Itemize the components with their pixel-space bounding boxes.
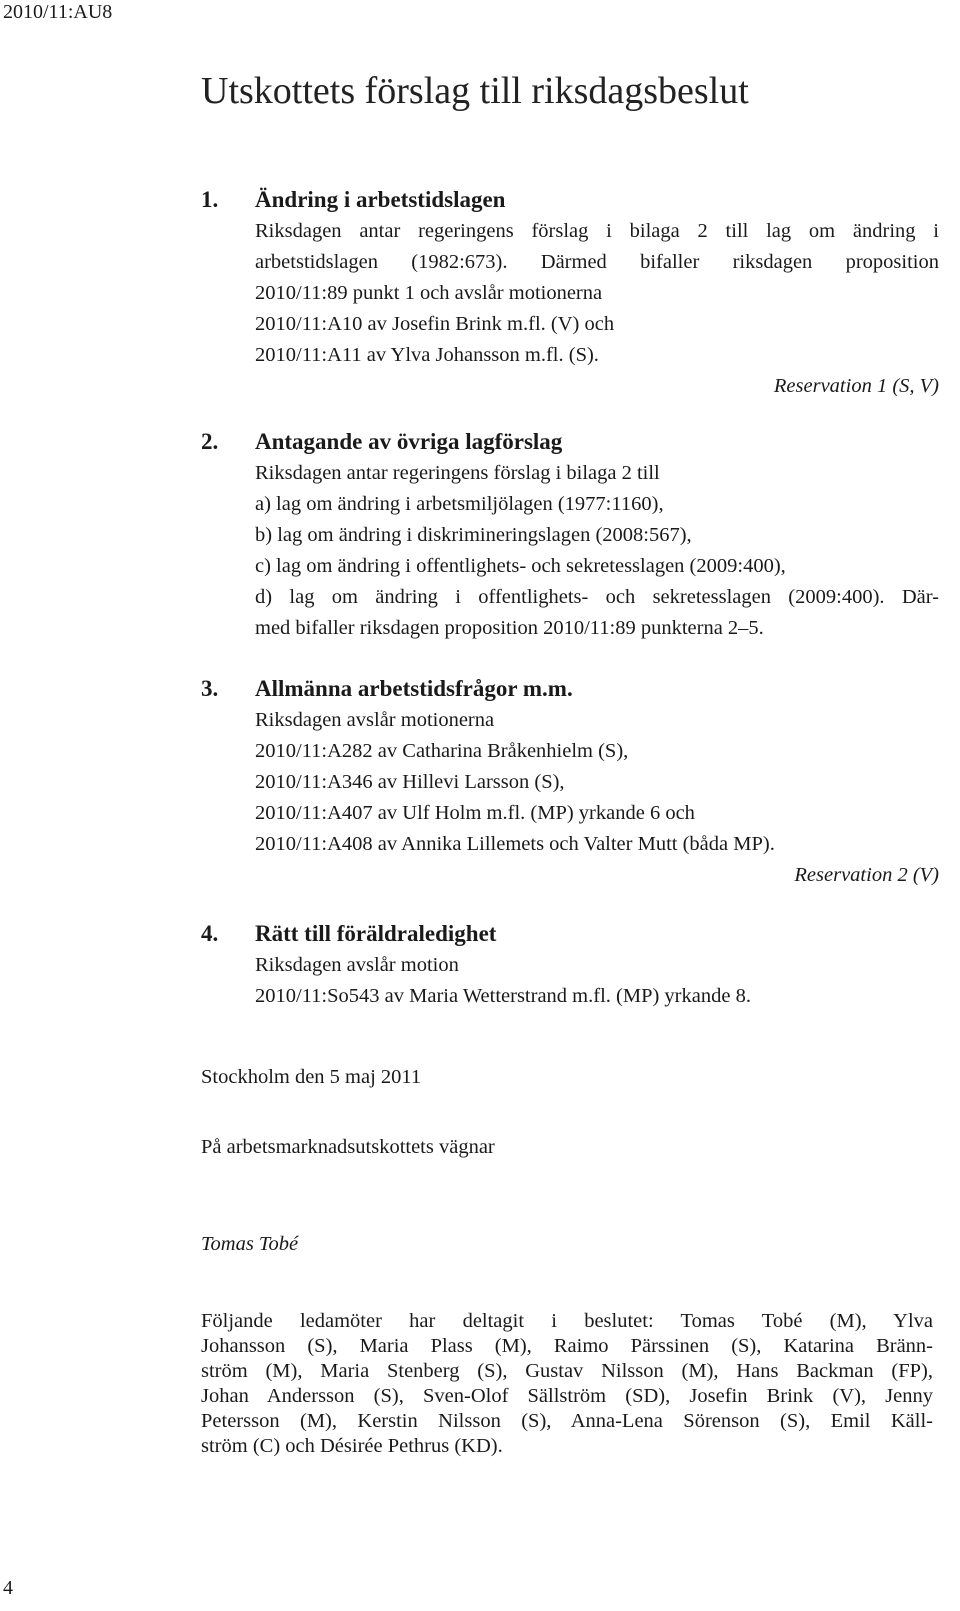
- place-date: Stockholm den 5 maj 2011: [201, 1066, 422, 1088]
- body-line: 2010/11:89 punkt 1 och avslår motionerna: [255, 282, 603, 304]
- item-title: Antagande av övriga lagförslag: [255, 429, 563, 454]
- body-line: 2010/11:A346 av Hillevi Larsson (S),: [255, 771, 565, 793]
- body-line: med bifaller riksdagen proposition 2010/11:89 punkterna 2–5.: [255, 617, 764, 639]
- body-line: 2010/11:A11 av Ylva Johansson m.fl. (S).: [255, 344, 599, 366]
- item-number: 3.: [201, 676, 219, 701]
- participants-line: Petersson (M), Kerstin Nilsson (S), Anna-Lena Sörenson (S), Emil Käll-: [201, 1410, 933, 1432]
- item-number: 4.: [201, 921, 219, 946]
- participants-line: Johansson (S), Maria Plass (M), Raimo Pärssinen (S), Katarina Bränn-: [201, 1335, 933, 1357]
- body-line: c) lag om ändring i offentlighets- och sekretesslagen (2009:400),: [255, 555, 786, 577]
- page-number: 4: [3, 1577, 13, 1599]
- item-title: Rätt till föräldraledighet: [255, 921, 497, 946]
- item-heading: [201, 918, 939, 950]
- body-line: Riksdagen antar regeringens förslag i bilaga 2 till: [255, 462, 660, 484]
- participants-line: Johan Andersson (S), Sven-Olof Sällström (SD), Josefin Brink (V), Jenny: [201, 1385, 933, 1407]
- body-line: 2010/11:A282 av Catharina Bråkenhielm (S),: [255, 740, 629, 762]
- page-title: Utskottets förslag till riksdagsbeslut: [201, 70, 749, 112]
- item-body: [255, 705, 939, 891]
- item-number: 1.: [201, 187, 219, 212]
- proposal-item-1: [201, 184, 939, 402]
- body-line: Riksdagen avslår motionerna: [255, 709, 495, 731]
- body-line: 2010/11:A407 av Ulf Holm m.fl. (MP) yrkande 6 och: [255, 802, 695, 824]
- item-number: 2.: [201, 429, 219, 454]
- item-heading: [201, 184, 939, 216]
- item-body: [255, 458, 939, 644]
- item-body: [255, 216, 939, 402]
- participants-line: ström (M), Maria Stenberg (S), Gustav Nilsson (M), Hans Backman (FP),: [201, 1360, 933, 1382]
- item-title: Ändring i arbetstidslagen: [255, 187, 506, 212]
- committee-line: På arbetsmarknadsutskottets vägnar: [201, 1136, 495, 1158]
- body-line: Riksdagen avslår motion: [255, 954, 459, 976]
- participants-line: ström (C) och Désirée Pethrus (KD).: [201, 1435, 503, 1457]
- proposal-item-3: [201, 673, 939, 891]
- participants-paragraph: [201, 1309, 933, 1459]
- item-title: Allmänna arbetstidsfrågor m.m.: [255, 676, 573, 701]
- body-line: b) lag om ändring i diskrimineringslagen (2008:567),: [255, 524, 692, 546]
- body-line: 2010/11:A408 av Annika Lillemets och Valter Mutt (båda MP).: [255, 833, 775, 855]
- proposal-item-2: [201, 426, 939, 644]
- body-line: a) lag om ändring i arbetsmiljölagen (1977:1160),: [255, 493, 664, 515]
- chair-name: Tomas Tobé: [201, 1233, 299, 1255]
- body-line: 2010/11:So543 av Maria Wetterstrand m.fl. (MP) yrkande 8.: [255, 985, 751, 1007]
- document-id: 2010/11:AU8: [3, 1, 113, 23]
- body-line: d) lag om ändring i offentlighets- och sekretesslagen (2009:400). Där-: [255, 586, 939, 608]
- reservation-note: Reservation 2 (V): [794, 864, 939, 886]
- item-body: [255, 950, 939, 1012]
- participants-line: Följande ledamöter har deltagit i beslutet: Tomas Tobé (M), Ylva: [201, 1310, 933, 1332]
- body-line: Riksdagen antar regeringens förslag i bilaga 2 till lag om ändring i: [255, 220, 939, 242]
- body-line: arbetstidslagen (1982:673). Därmed bifaller riksdagen proposition: [255, 251, 939, 273]
- reservation-note: Reservation 1 (S, V): [773, 375, 939, 397]
- proposal-item-4: [201, 918, 939, 1012]
- body-line: 2010/11:A10 av Josefin Brink m.fl. (V) och: [255, 313, 615, 335]
- item-heading: [201, 426, 939, 458]
- item-heading: [201, 673, 939, 705]
